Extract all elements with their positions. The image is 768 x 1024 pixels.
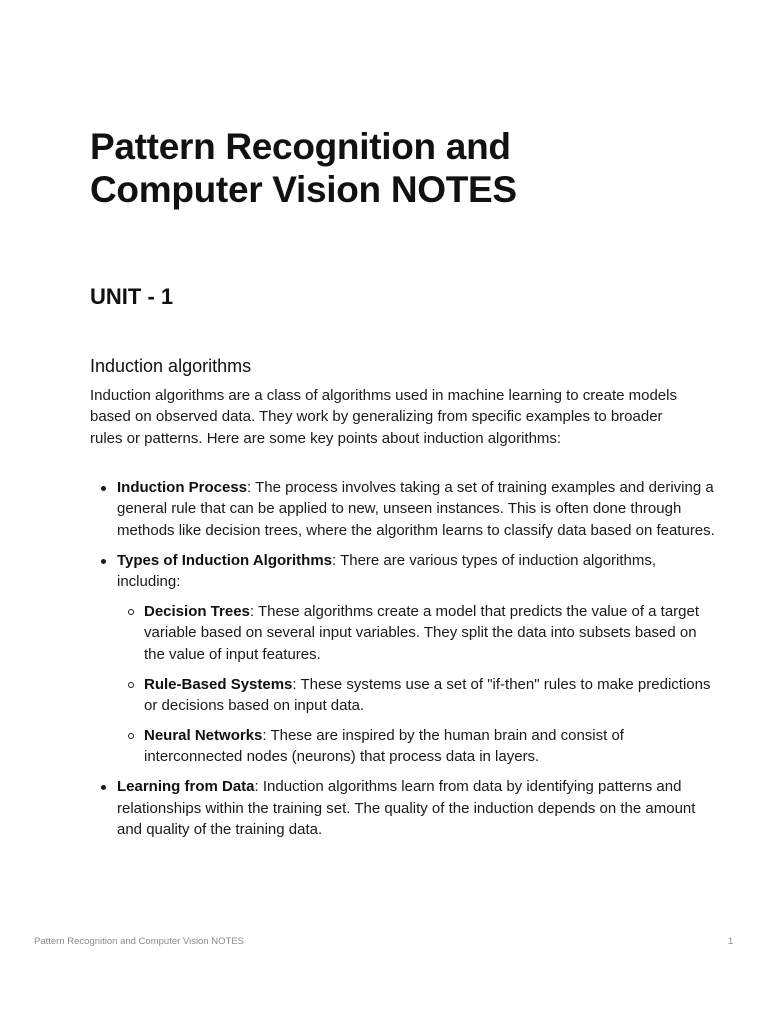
sublist-item-rule-based-systems: [144, 674, 717, 717]
term-neural-networks: Neural Networks: [144, 727, 263, 745]
term-rule-based-systems: Rule-Based Systems: [144, 675, 293, 693]
list-item-induction-process: [117, 477, 717, 541]
text-induction-process: : The process involves taking a set of training examples and deriving a general rule that can be applied to new, unseen instances. This is often done through methods like decision trees, where the algorithm learns to classify data based on features.: [117, 479, 715, 539]
list-item-types-of-induction-algorithms: [117, 550, 717, 768]
term-induction-process: Induction Process: [117, 479, 248, 496]
text-types-of-induction-algorithms: : There are various types of induction algorithms, including:: [117, 551, 657, 591]
footer-document-title: Pattern Recognition and Computer Vision NOTES: [34, 936, 244, 947]
page-content: [90, 125, 715, 839]
text-learning-from-data: : Induction algorithms learn from data by identifying patterns and relationships within the training set. The quality of the induction depends on the amount and quality of the training data.: [117, 778, 696, 839]
key-points-list: [90, 477, 717, 849]
document-title: Pattern Recognition and Computer Vision NOTES: [90, 126, 517, 210]
intro-paragraph: Induction algorithms are a class of algorithms used in machine learning to create models based on observed data. They work by generalizing from specific examples to broader rules or patterns. Here are some key points about induction algorithms:: [90, 387, 677, 447]
list-item-learning-from-data: [117, 776, 717, 840]
text-neural-networks: : These are inspired by the human brain and consist of interconnected nodes (neurons) that process data in layers.: [144, 727, 624, 766]
term-types-of-induction-algorithms: Types of Induction Algorithms: [117, 551, 332, 569]
term-learning-from-data: Learning from Data: [117, 778, 255, 796]
sublist-item-neural-networks: [144, 725, 717, 768]
text-rule-based-systems: : These systems use a set of "if-then" rules to make predictions or decisions based on input data.: [144, 675, 711, 715]
unit-heading: UNIT - 1: [90, 284, 174, 309]
algorithm-types-sublist: [117, 601, 717, 768]
footer-page-number: 1: [728, 936, 734, 947]
section-heading: Induction algorithms: [90, 356, 252, 376]
text-decision-trees: : These algorithms create a model that predicts the value of a target variable based on several input variables. They split the data into subsets based on the value of input features.: [144, 603, 700, 663]
sublist-item-decision-trees: [144, 601, 717, 665]
term-decision-trees: Decision Trees: [144, 603, 250, 621]
